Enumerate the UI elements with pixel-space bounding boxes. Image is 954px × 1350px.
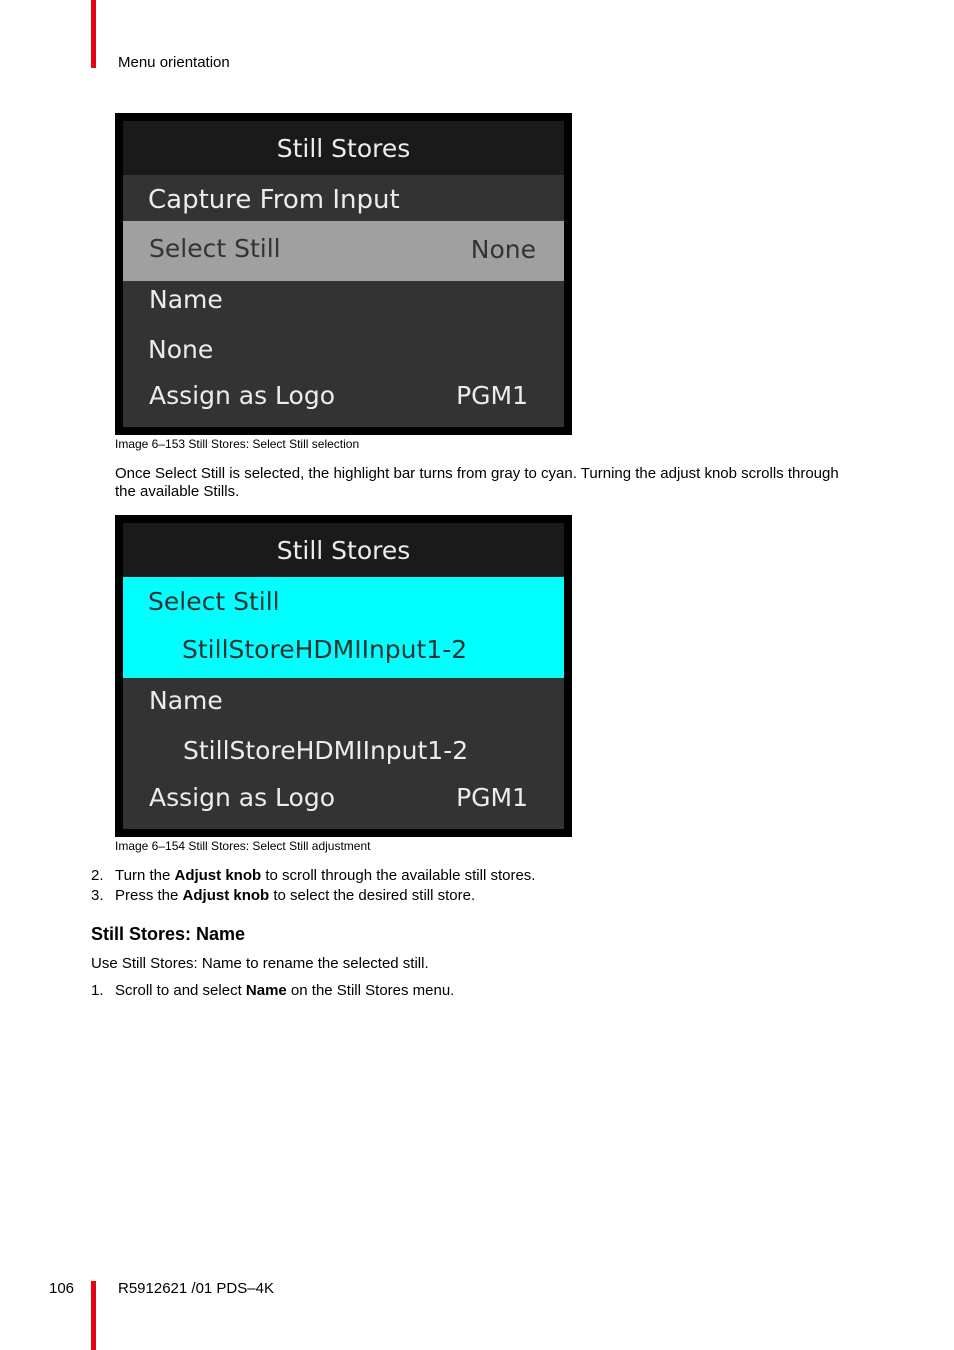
menu-item-name-value [123, 331, 564, 379]
section-heading: Still Stores: Name [91, 924, 246, 944]
menu-item-name [123, 678, 564, 781]
menu-item-label: None [148, 335, 214, 364]
menu-panel [123, 121, 564, 427]
menu-item-label: Assign as Logo [149, 783, 335, 812]
menu-item-assign-as-logo [123, 379, 564, 427]
page-number: 106 [49, 1280, 75, 1297]
still-stores-menu-screenshot-1 [115, 113, 572, 435]
menu-item-value: PGM1 [456, 381, 528, 410]
menu-item-value: PGM1 [456, 783, 528, 812]
menu-title: Still Stores [123, 523, 564, 577]
menu-item-value: StillStoreHDMIInput1-2 [182, 635, 468, 664]
menu-item-capture-from-input [123, 175, 564, 221]
menu-item-label: Select Still [149, 234, 281, 263]
menu-item-select-still-highlighted [123, 221, 564, 281]
menu-item-select-still-highlighted [123, 577, 564, 678]
menu-item-label: Name [149, 285, 223, 314]
menu-item-label: Name [149, 686, 223, 715]
menu-panel [123, 523, 564, 829]
figure-caption: Image 6–154 Still Stores: Select Still adjustment [115, 839, 371, 853]
header-accent-bar [91, 0, 96, 68]
figure-caption: Image 6–153 Still Stores: Select Still selection [115, 437, 360, 451]
menu-item-label: Assign as Logo [149, 381, 335, 410]
menu-item-name [123, 281, 564, 331]
section-intro: Use Still Stores: Name to rename the selected still. [91, 955, 429, 972]
menu-item-value: StillStoreHDMIInput1-2 [183, 736, 469, 765]
menu-item-assign-as-logo [123, 781, 564, 829]
list-item: 2. Turn the Adjust knob to scroll through the available still stores. [91, 867, 536, 884]
menu-item-label: Capture From Input [148, 185, 400, 215]
still-stores-menu-screenshot-2 [115, 515, 572, 837]
list-item: 3. Press the Adjust knob to select the desired still store. [91, 887, 476, 904]
list-item: 1. Scroll to and select Name on the Still Stores menu. [91, 982, 455, 999]
menu-item-value: None [470, 235, 536, 264]
menu-item-label: Select Still [148, 587, 280, 616]
footer-accent-bar [91, 1281, 96, 1350]
document-id: R5912621 /01 PDS–4K [118, 1280, 274, 1297]
running-header: Menu orientation [118, 54, 230, 71]
body-paragraph: Once Select Still is selected, the highlight bar turns from gray to cyan. Turning the adjust knob scrolls through the available Stills. [115, 465, 839, 500]
menu-title: Still Stores [123, 121, 564, 175]
